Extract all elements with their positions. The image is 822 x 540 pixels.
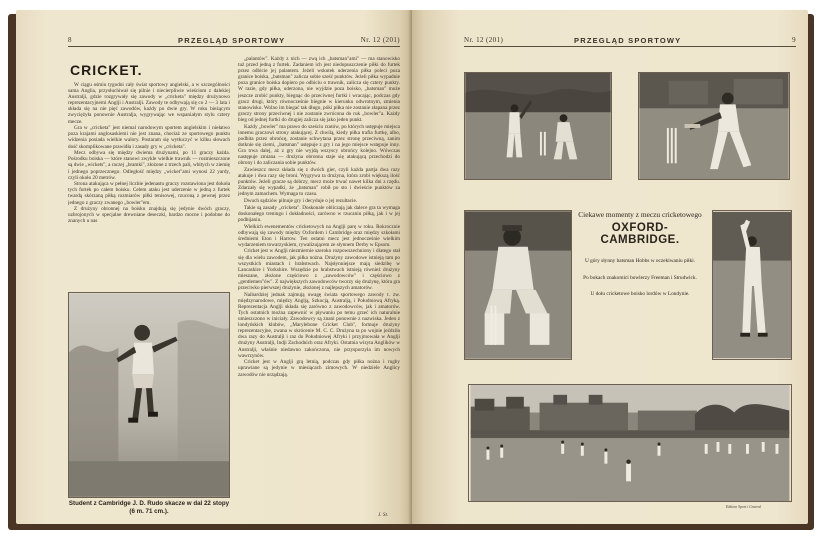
panel-heading: Ciekawe momenty z meczu cricketowego [578, 210, 702, 219]
article-paragraph: Wielkich ewenementów cricketowych na Anglji parę w roku. Rokrocznie odbywają się zawody między Oxfordem i Cambridge oraz między szkołami średniemi Eton i Harrow. Ten ostatni mecz jest jednocześnie wielkim wydarzeniem towarzyskiem, rywalizującem ze słynnem Derby w Epsom. [238, 223, 400, 248]
article-paragraph: Naibardziej jednak zajmują uwagę świata sportowego zawody t. zw. międzynarodowe, między Anglją, Szkocją, Australją, i Południową Afryką. Reprezentacja Anglji składa się zarówno z zawodowców, jak i amatorów. Tych ostatnich można zapewnić w pływaniu po temu grzeć ich naturalnie umieszczono w iniciały. Zawodowcy są znani ponownie z nazwiska. Jeden z londyńskich klubów, „Marylebone Cricket Club", formuje drużyny reprezentacyjne, zwana w skrócenie M. C. C. Drużyna ta po wojnie jeździła dwa razy do Australji i raz do Południowej Afryki i przyjmowała w Anglji drużyny Australji, Indji Zachodnich oraz Afryki. Ostatnia wizyta Anglików w Australji, właśnie niedawno zakończona, nie przysporzyła im nowych wawrzynów. [238, 291, 400, 359]
match-photo-middle-right [712, 210, 792, 360]
article-paragraph: Takie są zasady „cricketa". Doskonale obliczają jak dalece gra ta wymaga doskonałego treningu i dokładności, zarówno w rzucaniu piłką, jak i w jej podbijaniu. [238, 204, 400, 223]
article-paragraph: Cricket jest w Anglji grą letnią, podczas gdy piłka nożna i rugby uprawiane są jedynie w miesiącach zimowych. W niedziele Anglicy zawodów nie urządzają. [238, 359, 400, 378]
bound-volume [8, 10, 814, 532]
article-signature: J. St. [378, 512, 389, 518]
panel-title: OXFORD-CAMBRIDGE. [600, 222, 680, 246]
article-column-2 [238, 56, 400, 516]
left-head-rule [68, 46, 400, 47]
match-photo-bottom [468, 384, 792, 502]
left-running-head [68, 36, 400, 50]
right-issue-number: Nr. 12 (201) [464, 36, 504, 44]
left-masthead: PRZEGLĄD SPORTOWY [178, 36, 286, 45]
right-page-number: 9 [792, 36, 796, 44]
article-paragraph: W ciągu ośmiu tygodni cały świat sportowy angielski, a w szczególności sama Anglia, przysłuchiwał się pilnie i niecierpliwie wieściom z dalekiej Australji, gdzie rozgrywały się zawody w „cricketa" między drużynowo reprezentacyjnemi Anglji i Australji. Zawody te odbywają się co 2 — 3 lata i składa się na nie pięć zawodów, każdy po dwie gry. W roku bieżącym zwyciężyła ponownie Australja, wygrywając we wspaniałym stylu cztery mecze. [68, 82, 230, 125]
right-masthead: PRZEGLĄD SPORTOWY [574, 36, 682, 45]
article-title: CRICKET. [70, 62, 143, 78]
caption-panel [578, 210, 702, 370]
article-paragraph: Cricket jest w Anglji niezmiernie szeroko rozpowszechniony i dlatego stał się dla wielu zawodem, jak piłka nożna. Drużyny zawodowe istnieją tam po wszystkich miastach i hrabstwach. Najsłynniejsze mają siedzibę w Lancashire i Yorkshire. Wszędzie po hrabstwach istnieją również drużyny mieszane, złożone częściowo z „zawodowców" i częściowo z „gentlemen"ów". Z największych zawodowców tworzy się drużynę, która gra przeciwko pierwszej drużynie, złożonej z najlepszych amatorów. [238, 248, 400, 292]
match-photo-top-right [638, 72, 790, 180]
match-photo-top-left [464, 72, 612, 180]
photo-credit: Edition Sport i Gmeral [726, 505, 761, 509]
article-column-1 [68, 82, 230, 288]
batsman-hobbs-image [639, 73, 789, 179]
match-photo-middle-left [464, 210, 572, 360]
long-jump-caption: Student z Cambridge J. D. Rudo skacze w dal 22 stopy (6 m. 71 cm.). [68, 500, 230, 515]
right-head-rule [464, 46, 796, 47]
panel-line-bowlers: Po bokach znakomici bowlerzy Freeman i Strudwick. [583, 274, 697, 281]
article-paragraph: Z drużyny obronnej na boisku znajdują się jedynie dwóch graczy, uzbrojonych w specjalne drewniane deseczki, bardzo mocne i podobne do znanych u nas [68, 206, 230, 225]
lords-ground-image [469, 385, 791, 501]
bowler-strudwick-image [713, 211, 791, 359]
right-running-head [464, 36, 796, 50]
batsman-wicketkeeper-image [465, 73, 611, 179]
panel-line-hobbs: U góry słynny batsman Hobbs w oczekiwaniu piłki. [584, 258, 696, 264]
long-jump-image [69, 293, 229, 497]
left-page-number: 8 [68, 36, 72, 44]
article-paragraph: Mecz odbywa się między dwiema drużynami, po 11 graczy każda. Pośrodku boiska — które stanowi zwykle wielkie trawnik — rozmieszczone są dwie „wickets", a raczej „bramki", złożone z trzech pali, wbitych w ziemię i jednego poprzecznego. Odległość między „wicket"ami wynosi 22 yardy, czyli około 20 metrów. [68, 150, 230, 181]
article-paragraph: „palantów". Każdy z nich — zwą ich „batsman"ami" — ma stanowisko tuż przed jedną z furtek. Zadaniem ich jest niedopuszczenie piłki do furtek przez odbicie jej palantem. Jeżeli wskutek uderzenia piłka poleci poza granice boiska, „batsman" zalicza sobie sześć punktów. Jeżeli piłka wypadnie poza granice boiska dopiero po odbiciu o trawnik, zalicza się cztery punkty. W razie, gdy piłka, uderzona, nie wyjdzie poza boisko, „batsman" może jeszcze zrobić punkty, biegnąc do przeciwnej furtki i wracając, podczas gdy gracz drugi, który równocześnie biegnie w kierunku odwrotnym, zmienia stanowisko. Wolno im biegać tak długo, póki piłka nie zostanie złapana przez graczy strony przeciwnej i nie zostanie zwrócona do ruk „bowler"a. Każdy bieg od jednej furtki do drugiej zalicza się jako jeden punkt. [238, 56, 400, 123]
article-paragraph: Gra w „cricketa" jest niemal narodowym sportem angielskim i niełatwo poza krajami anglosaskiemi nie jest znana, chociaż ze sportowego punktu widzenia posiada wielkie walory. Postaram się wytłuczyć w kilku słowach dość skomplikowane prawidła i zasady gry w „cricketa". [68, 125, 230, 150]
left-page [16, 10, 412, 524]
article-paragraph: Zawieszcz mecz składa się z dwóch gier, czyli każda partja dwa razy atakuje i dwa razy się broni. Wygrywa ta drużyna, która zrobi większą ilość punktów. Jeżeli gracze są dobrzy, mecz może trwać nawet kilka dni z rzędu. Zdarzały się wypadki, że „batsman" robił po sto i dwieście punktów za jednym zamachem. Wymaga to czasu. [238, 166, 400, 198]
left-issue-number: Nr. 12 (201) [360, 36, 400, 44]
article-paragraph: Dwuch sądziów pilnuje gry i decyduje o jej rezultacie. [244, 197, 358, 204]
long-jump-photo [68, 292, 230, 498]
bowler-freeman-image [465, 211, 571, 359]
article-paragraph: Strona atakująca w pełnej liczbie jedenastu graczy rozstawiona jest dokoła tych furtek po całem boisku. Celem ataku jest uderzenie w jedną z furtek twardą skórzaną piłką rozmiarów piłki tenisowej, rzuconą z pewnej przez jednego z graczy zwanego „bowler"em. [68, 181, 230, 206]
article-paragraph: Każdy „bowler" ma prawo do sześciu rzutów, po których ustępuje miejsca innemu graczowi strony atakującej. Z chwilą, kiedy piłka trafia furtkę, albo, podbita przez obrońcę, zostanie schwytana przez stronę przeciwną, zanim dotknie się ziemi, „batsman" ustępuje z gry i na jego miejsce wstępuje inny. Gra trwa dalej, aż z gry nie wyjdą wszyscy obrońcy kolejno. Wówczas następuje zmiana — drużyna obronna staje się atakującą przechodzi do obrony i do zaliczania sobie punktów. [238, 123, 400, 167]
panel-line-lords: U dołu cricketowe boisko lordów w Londynie. [590, 291, 690, 298]
